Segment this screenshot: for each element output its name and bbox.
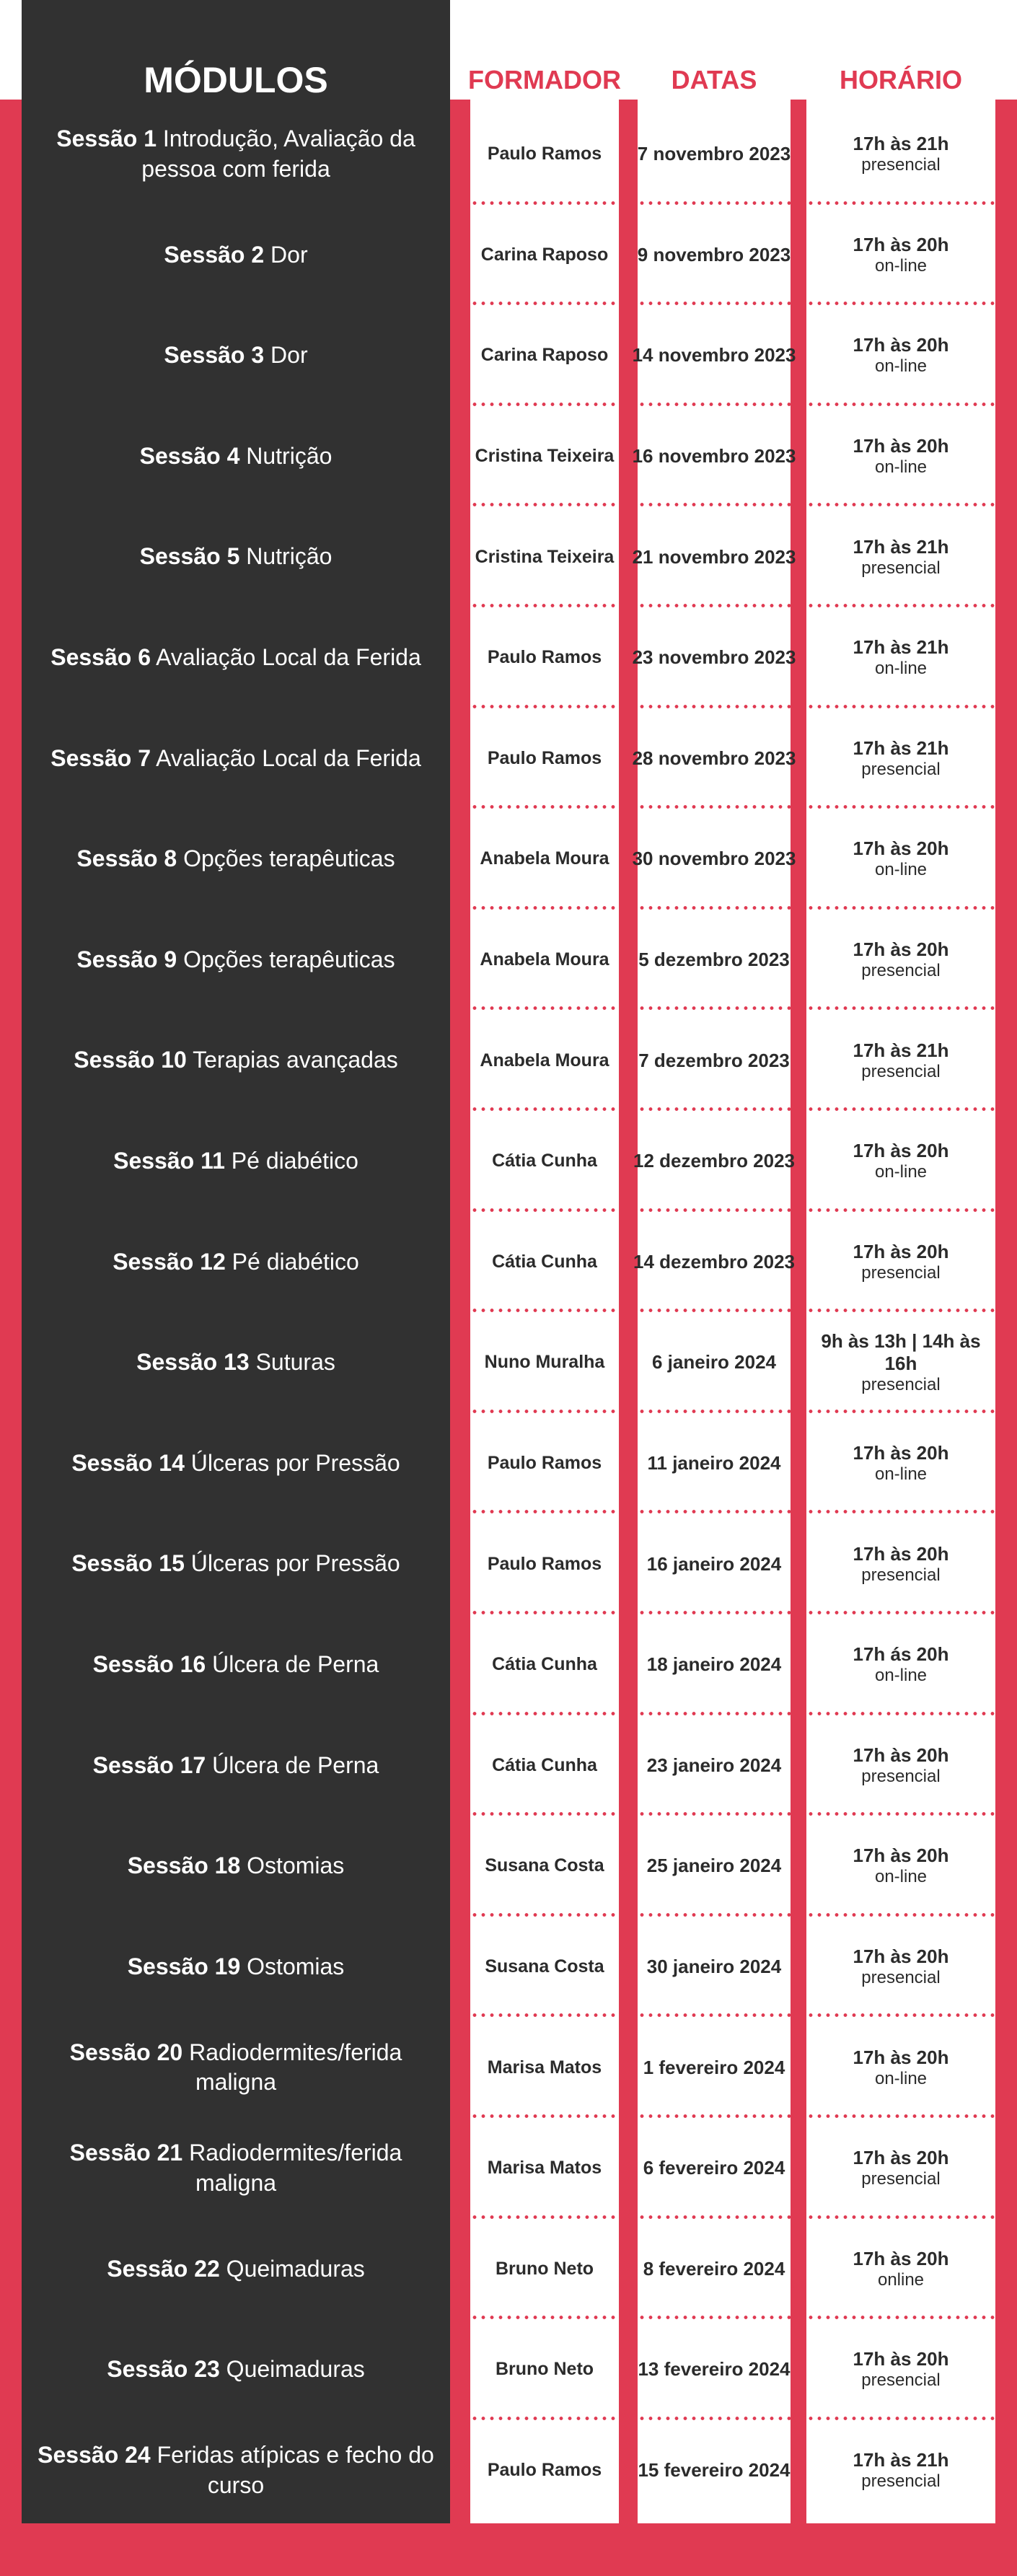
session-date: 16 novembro 2023 <box>632 445 796 467</box>
session-mode: on-line <box>874 356 928 377</box>
session-module-text <box>136 1348 335 1378</box>
session-title: Úlceras por Pressão <box>190 1550 400 1577</box>
session-trainer: Cátia Cunha <box>492 1251 597 1272</box>
session-module <box>22 205 450 306</box>
session-time: 17h às 20h <box>853 233 949 255</box>
session-time: 17h às 20h <box>853 1442 949 1464</box>
session-trainer: Paulo Ramos <box>487 1553 602 1574</box>
session-time: 17h às 20h <box>853 1946 949 1968</box>
session-module <box>22 1212 450 1313</box>
session-number: Sessão 11 <box>113 1148 225 1174</box>
session-module-text <box>76 945 395 975</box>
session-number: Sessão 12 <box>113 1248 226 1275</box>
session-trainer: Carina Raposo <box>480 345 609 366</box>
session-row <box>0 910 1017 1011</box>
session-schedule <box>806 1312 995 1413</box>
session-trainer: Anabela Moura <box>480 949 609 970</box>
session-module <box>22 1816 450 1917</box>
session-module-text <box>140 542 333 572</box>
session-title: Pé diabético <box>232 1248 359 1275</box>
session-mode: on-line <box>874 255 928 276</box>
session-schedule <box>806 2219 995 2320</box>
session-module-text <box>93 1650 379 1680</box>
session-mode: presencial <box>861 558 941 578</box>
session-date: 12 dezembro 2023 <box>633 1150 796 1172</box>
session-title: Queimaduras <box>226 2356 365 2383</box>
session-trainer: Paulo Ramos <box>487 747 602 768</box>
session-module <box>22 1010 450 1111</box>
session-mode: presencial <box>861 1968 941 1988</box>
session-module-text <box>71 1449 400 1479</box>
session-row <box>0 2420 1017 2521</box>
session-number: Sessão 16 <box>92 1651 206 1677</box>
session-row <box>0 2118 1017 2219</box>
session-mode: presencial <box>861 2169 941 2189</box>
session-module <box>22 809 450 910</box>
session-time: 17h às 21h <box>853 1039 949 1061</box>
session-title: Introdução, Avaliação da pessoa com ferida <box>141 126 415 182</box>
session-module <box>22 506 450 607</box>
session-module <box>22 1917 450 2018</box>
session-mode: presencial <box>861 2370 941 2391</box>
session-date: 23 janeiro 2024 <box>646 1754 782 1776</box>
session-schedule <box>806 1715 995 1816</box>
session-title: Úlcera de Perna <box>212 1751 379 1778</box>
session-row <box>0 1312 1017 1413</box>
session-title: Queimaduras <box>226 2255 365 2282</box>
session-mode: online <box>877 2269 925 2290</box>
session-mode: presencial <box>861 2471 941 2492</box>
session-time: 17h às 21h <box>853 133 949 155</box>
session-row <box>0 2319 1017 2420</box>
session-trainer: Susana Costa <box>485 1855 604 1876</box>
session-date: 11 janeiro 2024 <box>647 1452 781 1474</box>
session-trainer: Bruno Neto <box>495 2359 594 2380</box>
session-title: Opções terapêuticas <box>183 845 395 872</box>
session-schedule <box>806 1010 995 1111</box>
session-row <box>0 104 1017 205</box>
session-schedule <box>806 1917 995 2018</box>
session-schedule <box>806 1614 995 1715</box>
session-mode: presencial <box>861 1061 941 1081</box>
session-time: 17h às 20h <box>853 1140 949 1162</box>
session-time: 17h às 20h <box>853 1744 949 1766</box>
session-title: Úlceras por Pressão <box>190 1449 400 1476</box>
session-trainer: Bruno Neto <box>495 2258 594 2279</box>
session-row <box>0 1917 1017 2018</box>
session-schedule <box>806 2017 995 2118</box>
session-schedule <box>806 910 995 1011</box>
header-datas: DATAS <box>671 65 757 94</box>
session-trainer: Paulo Ramos <box>487 647 602 668</box>
session-date: 1 fevereiro 2024 <box>643 2056 785 2078</box>
session-module-text <box>93 1751 379 1781</box>
session-number: Sessão 24 <box>38 2442 151 2468</box>
session-date: 14 novembro 2023 <box>632 344 796 366</box>
session-mode: presencial <box>861 1262 941 1283</box>
session-number: Sessão 20 <box>69 2039 183 2065</box>
session-number: Sessão 19 <box>127 1953 241 1979</box>
session-module <box>22 406 450 507</box>
session-number: Sessão 8 <box>76 845 177 872</box>
session-title: Feridas atípicas e fecho do curso <box>157 2442 434 2498</box>
session-number: Sessão 15 <box>71 1550 185 1577</box>
session-row <box>0 1715 1017 1816</box>
session-row <box>0 1010 1017 1111</box>
session-row <box>0 1816 1017 1917</box>
session-row <box>0 1111 1017 1212</box>
session-module-text <box>38 2038 434 2098</box>
session-date: 9 novembro 2023 <box>637 243 791 265</box>
session-date: 13 fevereiro 2024 <box>638 2358 791 2381</box>
session-number: Sessão 4 <box>139 442 240 469</box>
session-trainer: Cristina Teixeira <box>475 546 615 567</box>
header-horario: HORÁRIO <box>840 65 962 94</box>
session-module <box>22 2219 450 2320</box>
session-trainer: Cátia Cunha <box>492 1754 597 1775</box>
session-module-text <box>107 2355 365 2385</box>
session-title: Terapias avançadas <box>193 1047 398 1073</box>
session-date: 7 dezembro 2023 <box>638 1049 790 1071</box>
session-row <box>0 506 1017 607</box>
header-formador: FORMADOR <box>468 65 621 94</box>
session-module-text <box>113 1247 359 1278</box>
session-time: 17h às 20h <box>853 2348 949 2370</box>
session-schedule <box>806 708 995 809</box>
session-mode: presencial <box>861 759 941 779</box>
session-mode: presencial <box>861 1565 941 1585</box>
session-time: 17h ás 20h <box>853 1643 949 1666</box>
session-schedule <box>806 1212 995 1313</box>
session-date: 8 fevereiro 2024 <box>643 2257 785 2280</box>
session-number: Sessão 22 <box>107 2255 220 2282</box>
session-module <box>22 1715 450 1816</box>
session-mode: on-line <box>874 860 928 880</box>
session-module-text <box>164 340 307 371</box>
session-module <box>22 1111 450 1212</box>
session-row <box>0 1614 1017 1715</box>
session-mode: presencial <box>861 155 941 175</box>
session-schedule <box>806 104 995 205</box>
session-trainer: Cátia Cunha <box>492 1654 597 1675</box>
session-date: 6 janeiro 2024 <box>652 1351 776 1373</box>
session-number: Sessão 5 <box>139 543 240 570</box>
session-schedule <box>806 2319 995 2420</box>
session-schedule <box>806 1513 995 1614</box>
session-schedule <box>806 506 995 607</box>
session-trainer: Paulo Ramos <box>487 144 602 164</box>
session-schedule <box>806 2118 995 2219</box>
session-trainer: Anabela Moura <box>480 848 609 869</box>
session-trainer: Marisa Matos <box>487 2158 602 2179</box>
session-module <box>22 1614 450 1715</box>
session-date: 6 fevereiro 2024 <box>643 2157 785 2179</box>
session-title: Dor <box>270 342 308 369</box>
session-title: Ostomias <box>247 1953 345 1979</box>
session-row <box>0 2017 1017 2118</box>
session-row <box>0 406 1017 507</box>
session-module <box>22 104 450 205</box>
session-time: 17h às 20h <box>853 2147 949 2169</box>
session-row <box>0 809 1017 910</box>
session-module-text <box>107 2254 365 2285</box>
session-title: Opções terapêuticas <box>183 946 395 972</box>
session-time: 17h às 20h <box>853 435 949 457</box>
session-mode: on-line <box>874 1666 928 1686</box>
session-module <box>22 1413 450 1514</box>
session-row <box>0 708 1017 809</box>
session-schedule <box>806 607 995 708</box>
session-number: Sessão 1 <box>56 126 157 152</box>
session-module-text <box>50 744 421 774</box>
session-number: Sessão 14 <box>71 1449 185 1476</box>
session-time: 17h às 20h <box>853 838 949 860</box>
session-date: 16 janeiro 2024 <box>646 1552 782 1575</box>
session-title: Nutrição <box>246 543 333 570</box>
session-title: Pé diabético <box>231 1148 358 1174</box>
session-date: 21 novembro 2023 <box>632 545 796 568</box>
session-date: 15 fevereiro 2024 <box>638 2459 791 2482</box>
session-title: Dor <box>270 241 308 268</box>
session-number: Sessão 10 <box>74 1047 187 1073</box>
session-row <box>0 607 1017 708</box>
session-number: Sessão 13 <box>136 1349 250 1376</box>
session-module <box>22 2017 450 2118</box>
session-module-text <box>38 2138 434 2198</box>
session-title: Suturas <box>255 1349 335 1376</box>
session-mode: presencial <box>861 1374 941 1394</box>
session-date: 5 dezembro 2023 <box>638 949 790 971</box>
session-schedule <box>806 205 995 306</box>
session-mode: on-line <box>874 1162 928 1182</box>
session-time: 17h às 20h <box>853 1240 949 1262</box>
session-number: Sessão 9 <box>76 946 177 972</box>
session-module-text <box>38 124 434 184</box>
session-module-text <box>50 643 421 673</box>
session-module-text <box>164 240 307 271</box>
session-module-text <box>38 2440 434 2500</box>
session-module <box>22 2420 450 2521</box>
session-time: 9h às 13h | 14h às 16h <box>821 1329 981 1374</box>
session-number: Sessão 2 <box>164 241 265 268</box>
session-time: 17h às 20h <box>853 2247 949 2269</box>
session-schedule <box>806 809 995 910</box>
session-mode: presencial <box>861 1766 941 1786</box>
session-row <box>0 1212 1017 1313</box>
session-trainer: Paulo Ramos <box>487 2460 602 2481</box>
session-module <box>22 305 450 406</box>
session-mode: on-line <box>874 2068 928 2088</box>
session-module <box>22 708 450 809</box>
session-number: Sessão 23 <box>107 2356 220 2383</box>
session-trainer: Nuno Muralha <box>484 1352 605 1373</box>
session-number: Sessão 17 <box>92 1751 206 1778</box>
session-module-text <box>128 1851 345 1881</box>
session-number: Sessão 18 <box>127 1852 241 1879</box>
session-title: Radiodermites/ferida maligna <box>189 2140 402 2196</box>
session-trainer: Cátia Cunha <box>492 1151 597 1171</box>
session-module-text <box>113 1146 358 1177</box>
session-module-text <box>76 844 395 874</box>
session-time: 17h às 20h <box>853 334 949 356</box>
session-date: 30 novembro 2023 <box>632 848 796 870</box>
session-mode: presencial <box>861 961 941 981</box>
session-module-text <box>128 1952 345 1982</box>
session-row <box>0 1513 1017 1614</box>
header-modulos: MÓDULOS <box>144 60 328 100</box>
session-date: 30 janeiro 2024 <box>646 1956 782 1978</box>
session-number: Sessão 21 <box>69 2140 183 2166</box>
session-mode: on-line <box>874 1464 928 1485</box>
session-trainer: Cristina Teixeira <box>475 446 615 467</box>
session-module <box>22 607 450 708</box>
session-date: 25 janeiro 2024 <box>646 1855 782 1877</box>
session-schedule <box>806 2420 995 2521</box>
session-schedule <box>806 1111 995 1212</box>
session-date: 7 novembro 2023 <box>637 143 791 165</box>
session-date: 14 dezembro 2023 <box>633 1250 796 1272</box>
session-title: Nutrição <box>246 442 333 469</box>
session-title: Radiodermites/ferida maligna <box>189 2039 402 2096</box>
session-row <box>0 1413 1017 1514</box>
session-trainer: Marisa Matos <box>487 2057 602 2078</box>
session-date: 23 novembro 2023 <box>632 646 796 669</box>
session-mode: on-line <box>874 457 928 478</box>
session-module <box>22 910 450 1011</box>
session-mode: on-line <box>874 1867 928 1887</box>
session-row <box>0 2219 1017 2320</box>
session-trainer: Carina Raposo <box>480 244 609 265</box>
session-module-text <box>74 1045 398 1076</box>
session-module <box>22 1513 450 1614</box>
session-number: Sessão 7 <box>50 744 151 771</box>
session-time: 17h às 20h <box>853 1542 949 1565</box>
session-row <box>0 305 1017 406</box>
session-trainer: Paulo Ramos <box>487 1453 602 1474</box>
session-title: Avaliação Local da Ferida <box>156 644 421 670</box>
session-time: 17h às 20h <box>853 2046 949 2068</box>
session-schedule <box>806 1816 995 1917</box>
session-time: 17h às 20h <box>853 938 949 961</box>
session-schedule <box>806 305 995 406</box>
session-schedule <box>806 1413 995 1514</box>
session-number: Sessão 6 <box>50 644 151 670</box>
session-time: 17h às 20h <box>853 1845 949 1867</box>
session-time: 17h às 21h <box>853 2449 949 2471</box>
session-time: 17h às 21h <box>853 636 949 659</box>
session-title: Úlcera de Perna <box>212 1651 379 1677</box>
session-row <box>0 205 1017 306</box>
session-schedule <box>806 406 995 507</box>
session-module <box>22 2319 450 2420</box>
session-module-text <box>71 1549 400 1579</box>
session-module-text <box>140 441 333 472</box>
session-date: 18 janeiro 2024 <box>646 1653 782 1676</box>
session-mode: on-line <box>874 659 928 679</box>
session-trainer: Anabela Moura <box>480 1050 609 1071</box>
session-number: Sessão 3 <box>164 342 265 369</box>
session-module <box>22 2118 450 2219</box>
session-trainer: Susana Costa <box>485 1956 604 1977</box>
session-date: 28 novembro 2023 <box>632 747 796 769</box>
session-title: Ostomias <box>247 1852 345 1879</box>
session-module <box>22 1312 450 1413</box>
session-time: 17h às 21h <box>853 737 949 759</box>
session-time: 17h às 21h <box>853 535 949 558</box>
session-title: Avaliação Local da Ferida <box>156 744 421 771</box>
